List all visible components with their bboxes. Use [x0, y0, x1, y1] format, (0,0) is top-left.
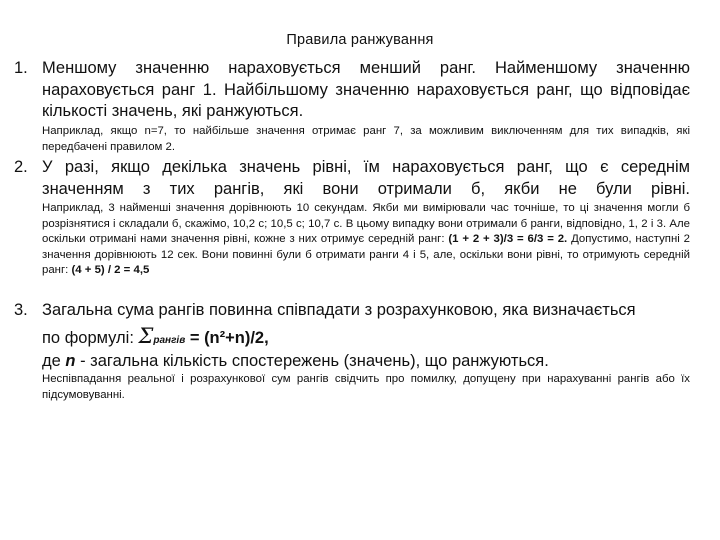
rule-1-note: Наприклад, якщо n=7, то найбільше значення отримає ранг 7, за можливим виключенням для тих випадків, які передбачені правилом 2.: [42, 125, 690, 153]
rule-2-note-main: Наприклад, 3 найменші значення дорівнюють 10 секундам. Якби ми вимірювали час точніше, то ці значення могли б розрізнятися і складали б, скажімо, 10,2 с; 10,5 с; 10,7 с. В цьому випадку вони отримали б ранги, відповідно, 1, 2 і 3. Але оскільки отримані нами значення рівні, кожне з них отримує середній ранг:: [42, 202, 690, 245]
rule-3-where: [42, 351, 690, 373]
rule-3-formula: [42, 323, 690, 352]
rule-3-where-var: n: [65, 352, 76, 370]
rule-2-number: 2.: [14, 158, 28, 176]
rule-1: [14, 58, 690, 123]
page-title: Правила ранжування: [286, 32, 434, 48]
rule-2-note: [42, 201, 690, 279]
rule-3-where-prefix: де: [42, 352, 61, 370]
rule-3-number: 3.: [14, 301, 28, 319]
rule-1-text: Меншому значенню нараховується менший ранг. Найменшому значенню нараховується ранг 1. Найбільшому значенню нараховується ранг, що відповідає кількості значень, які ранжуються.: [42, 59, 690, 120]
rule-3-text: [42, 300, 690, 322]
rule-3-text-main: Загальна сума рангів повинна співпадати з розрахунковою, яка визначається: [42, 301, 636, 319]
rule-2-formula-average-2: (4 + 5) / 2 = 4,5: [71, 264, 150, 276]
rule-2: [14, 157, 690, 200]
rule-3-formula-rhs: = (n²+n)/2,: [189, 328, 269, 347]
rule-3-where-text: - загальна кількість спостережень (значень), що ранжуються.: [80, 352, 549, 370]
rule-1-number: 1.: [14, 59, 28, 77]
sigma-symbol: Σ: [138, 323, 154, 348]
sigma-subscript: рангів: [153, 334, 186, 346]
rule-2-text: У разі, якщо декілька значень рівні, їм нараховується ранг, що є середнім значенням з тих рангів, які вони отримали б, якби не були рівні.: [42, 158, 690, 198]
rule-2-formula-average: (1 + 2 + 3)/3 = 6/3 = 2.: [448, 233, 568, 245]
rule-3: [14, 300, 690, 373]
rule-3-formula-prefix: по формулі:: [42, 328, 134, 347]
rule-2-note-middle: Допустимо, наступні 2 значення дорівнюють 12 сек. Вони повинні були б отримати ранги 4 і 5, але, оскільки вони рівні, то отримують середній ранг:: [42, 233, 690, 276]
rule-3-note: Неспівпадання реальної і розрахункової сум рангів свідчить про помилку, допущену при нарахуванні рангів або їх підсумовуванні.: [42, 373, 690, 401]
